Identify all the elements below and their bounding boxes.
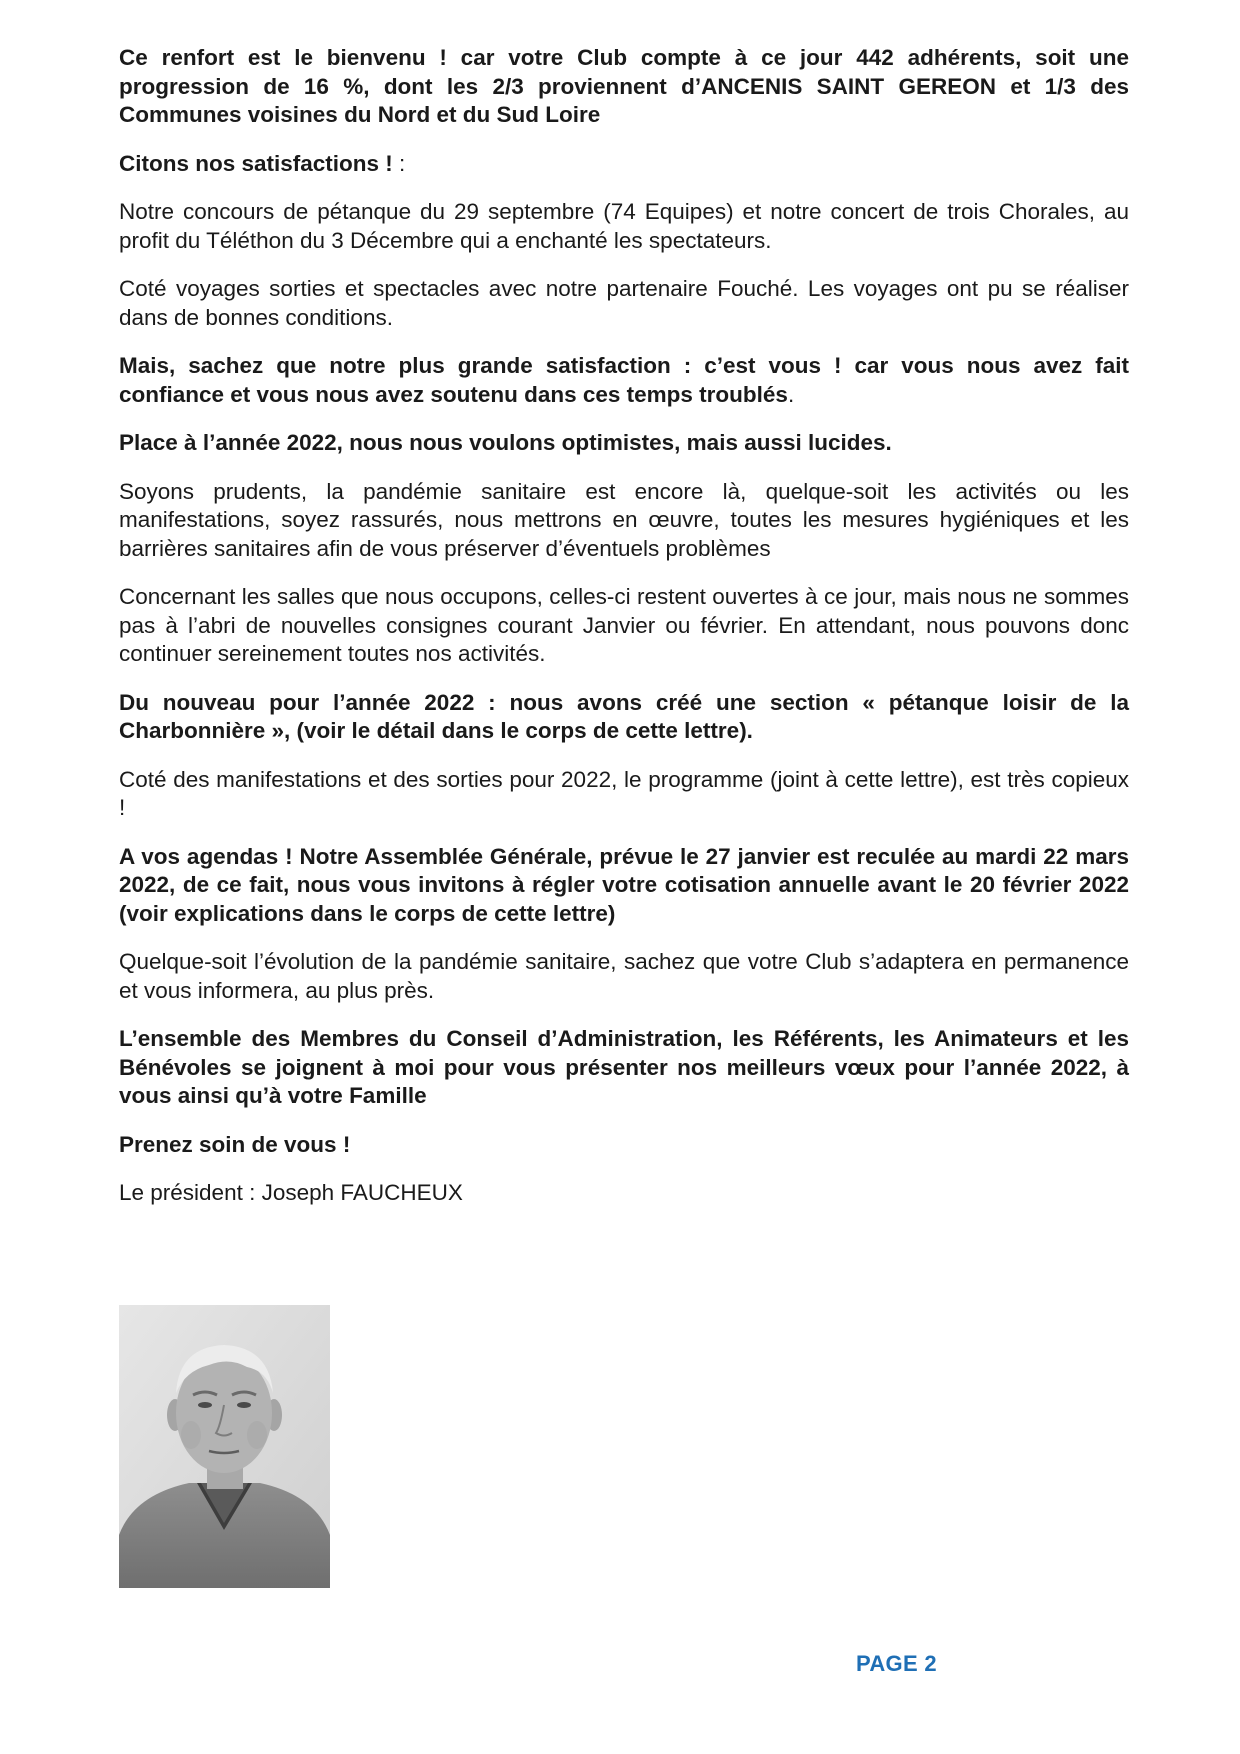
paragraph-satisfactions-heading [119,150,1129,179]
paragraph-prudence: Soyons prudents, la pandémie sanitaire est encore là, quelque-soit les activités ou les manifestations, soyez rassurés, nous mettrons en œuvre, toutes les mesures hygiéniques et les barrières sanitaires afin de vous préserver d’éventuels problèmes [119,478,1129,561]
paragraph-agenda: A vos agendas ! Notre Assemblée Générale, prévue le 27 janvier est reculée au mardi 22 mars 2022, de ce fait, nous vous invitons à régler votre cotisation annuelle avant le 20 février 2022 (voir explications dans le corps de cette lettre) [119,843,1129,926]
satisfactions-heading-colon: : [392,150,406,176]
paragraph-membership: Ce renfort est le bienvenu ! car votre Club compte à ce jour 442 adhérents, soit une progression de 16 %, dont les 2/3 proviennent d’ANCENIS SAINT GEREON et 1/3 des Communes voisines du Nord et du Sud Loire [119,45,1129,127]
greatest-satisfaction-text: Mais, sachez que notre plus grande satisfaction : c’est vous ! car vous nous avez fait confiance et vous nous avez soutenu dans ces temps troublés [119,353,1129,407]
paragraph-petanque-concert: Notre concours de pétanque du 29 septembre (74 Equipes) et notre concert de trois Chorales, au profit du Téléthon du 3 Décembre qui a enchanté les spectateurs. [119,199,1129,253]
paragraph-take-care: Prenez soin de vous ! [119,1131,351,1157]
greatest-satisfaction-period: . [787,381,795,407]
signature: Le président : Joseph FAUCHEUX [119,1180,463,1205]
paragraph-rooms: Concernant les salles que nous occupons, celles-ci restent ouvertes à ce jour, mais nous ne sommes pas à l’abri de nouvelles consignes courant Janvier ou février. En attendant, nous pouvons donc continuer sereinement toutes nos activités. [119,584,1129,666]
satisfactions-heading-text: Citons nos satisfactions ! [119,150,393,176]
letter-body [119,44,1129,1228]
page-number: PAGE 2 [856,1651,937,1676]
paragraph-wishes: L’ensemble des Membres du Conseil d’Administration, les Référents, les Animateurs et les Bénévoles se joignent à moi pour vous présenter nos meilleurs vœux pour l’année 2022, à vous ainsi qu’à votre Famille [119,1026,1129,1108]
paragraph-new-section: Du nouveau pour l’année 2022 : nous avons créé une section « pétanque loisir de la Charbonnière », (voir le détail dans le corps de cette lettre). [119,689,1129,743]
president-photo [119,1305,330,1588]
paragraph-voyages: Coté voyages sorties et spectacles avec notre partenaire Fouché. Les voyages ont pu se réaliser dans de bonnes conditions. [119,276,1129,330]
paragraph-greatest-satisfaction [119,352,1129,409]
paragraph-year-2022: Place à l’année 2022, nous nous voulons optimistes, mais aussi lucides. [119,430,892,455]
paragraph-adaptation: Quelque-soit l’évolution de la pandémie sanitaire, sachez que votre Club s’adaptera en permanence et vous informera, au plus près. [119,949,1129,1003]
portrait-image [119,1305,330,1588]
paragraph-programme: Coté des manifestations et des sorties pour 2022, le programme (joint à cette lettre), est très copieux ! [119,766,1129,820]
